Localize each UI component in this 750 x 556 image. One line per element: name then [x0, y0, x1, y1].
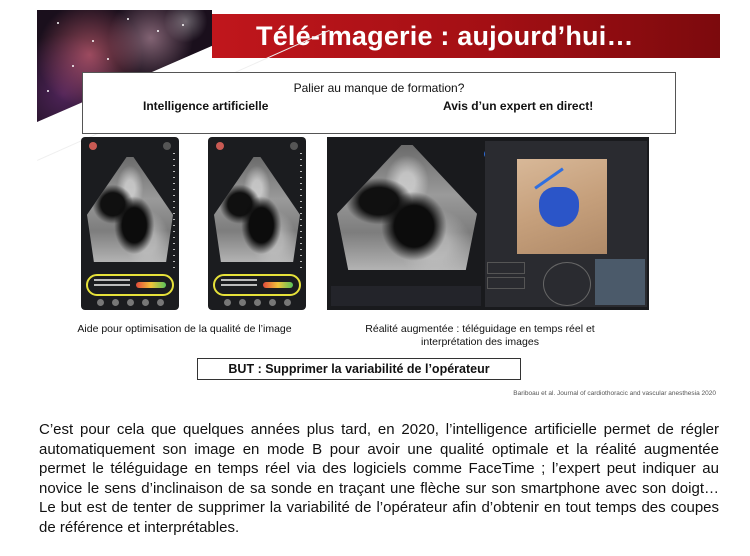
- slide-title: Télé-imagerie : aujourd’hui…: [256, 21, 634, 51]
- reference: Bariboau et al. Journal of cardiothoracic and vascular anesthesia 2020: [513, 390, 716, 397]
- goal-box: BUT : Supprimer la variabilité de l’opérateur: [197, 358, 521, 380]
- caption-ai: Aide pour optimisation de la qualité de l’image: [77, 323, 292, 335]
- question-text: Palier au manque de formation?: [293, 81, 465, 95]
- expert-label: Avis d’un expert en direct!: [443, 99, 594, 113]
- body-paragraph: C’est pour cela que quelques années plus tard, en 2020, l’intelligence artificielle permet de régler automatiquement son image en mode B pour avoir une qualité optimale et la réalité augmentée permet le téléguidage en temps réel via des logiciels comme FaceTime ; l’expert peut indiquer au novice le sens d’inclinaison de sa sonde en traçant une flèche sur son smartphone avec son doigt… Le but est de tenter de supprimer la variabilité de l’opérateur afin d’obtenir en tout temps des coupes de référence et interprétables.: [39, 421, 719, 536]
- teleguidance-screenshot: [327, 137, 649, 310]
- probe-hand: [539, 187, 579, 227]
- quality-indicator: [213, 274, 301, 296]
- ai-label: Intelligence artificielle: [143, 99, 269, 113]
- title-bar: [212, 14, 720, 58]
- ultrasound-image: [87, 157, 173, 262]
- slide: [37, 10, 720, 402]
- question-box: [82, 72, 676, 134]
- ai-screenshot-before: [81, 137, 179, 310]
- expert-video: [595, 259, 645, 305]
- caption-ar: Réalité augmentée : téléguidage en temps réel et interprétation des images: [365, 323, 595, 348]
- direction-dial-icon: [543, 262, 591, 306]
- quality-indicator: [86, 274, 174, 296]
- ultrasound-image: [337, 145, 477, 270]
- ultrasound-image: [214, 157, 300, 262]
- ai-screenshot-after: [208, 137, 306, 310]
